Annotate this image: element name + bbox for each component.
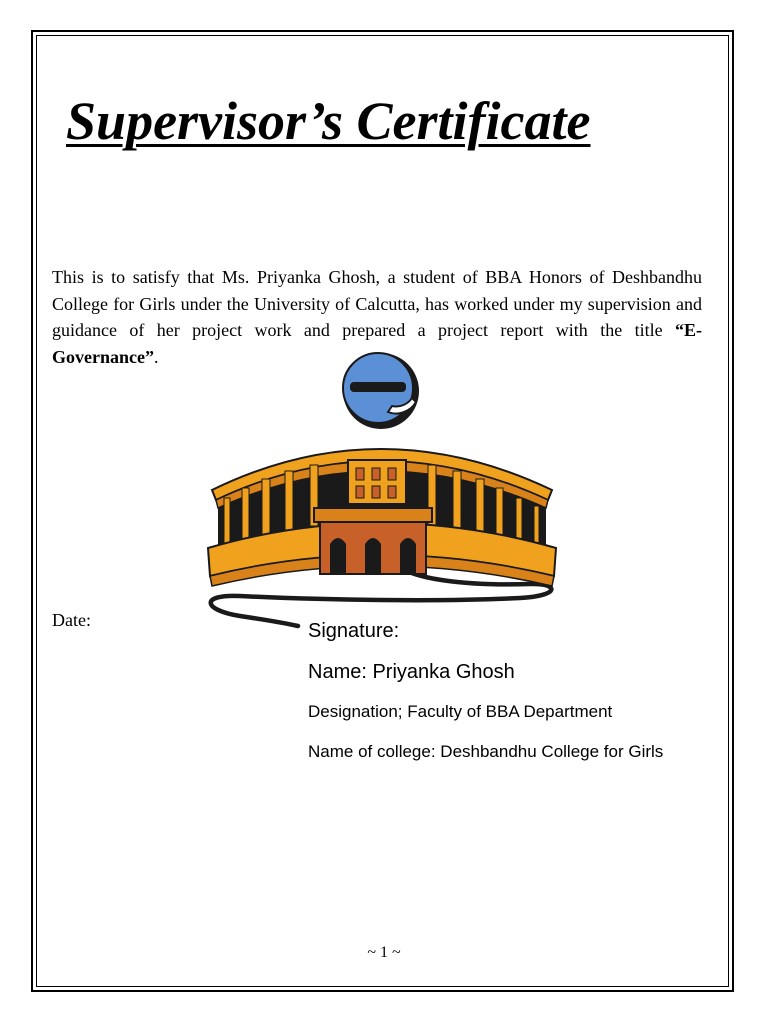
e-governance-emblem-icon [200,348,560,638]
body-text-intro: This is to satisfy that Ms. Priyanka Ghosh, a student of BBA Honors of Deshbandhu College for Girls under the University of Calcutta, has worked under my supervision and guidance of her project work and prepared a project report with the title [52,267,702,340]
supervisor-name: Name: Priyanka Ghosh [308,661,515,683]
signature-label: Signature: [308,620,400,642]
page-number: ~ 1 ~ [367,944,401,961]
project-title: “E-Governance” [52,320,702,367]
supervisor-designation: Designation; Faculty of BBA Department [308,702,613,721]
college-name: Name of college: Deshbandhu College for Girls [308,742,664,761]
letter-e-icon [200,348,419,429]
letter-e-text: e [200,348,201,349]
certificate-title: Supervisor’s Certificate [66,91,591,151]
date-label: Date: [52,610,91,630]
body-text-end: . [153,346,159,367]
